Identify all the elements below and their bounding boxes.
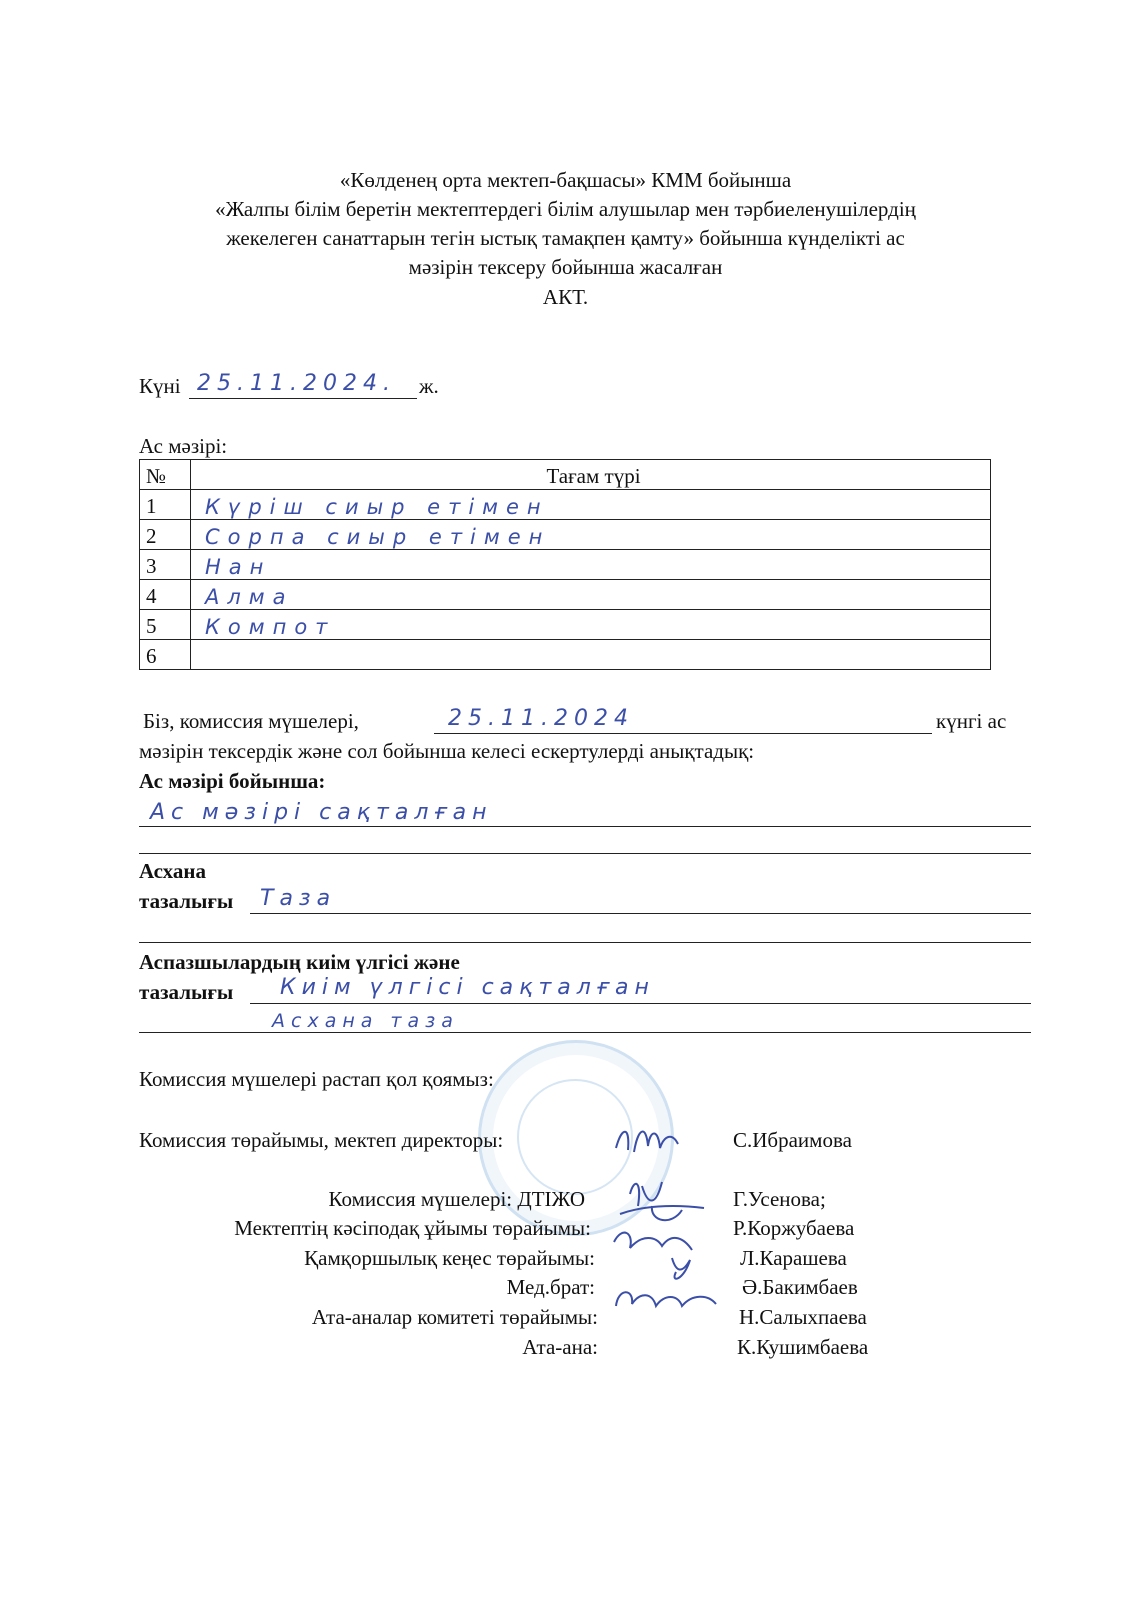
cooks-line-2: [139, 1032, 1031, 1033]
chair-signature: [612, 1118, 684, 1162]
member-name: Р.Коржубаева: [733, 1216, 855, 1240]
row-number: 4: [140, 580, 191, 610]
kitchen-line-1: [250, 913, 1031, 914]
member-name: Ә.Бакимбаев: [742, 1275, 858, 1299]
statement-part-2: күнгі ас: [936, 709, 1007, 733]
signatures-intro: Комиссия мүшелері растап қол қоямыз:: [139, 1067, 494, 1091]
row-number: 2: [140, 520, 191, 550]
statement-part-1: Біз, комиссия мүшелері,: [143, 709, 359, 733]
row-number: 3: [140, 550, 191, 580]
statement-line-2: мәзірін тексердік және сол бойынша келесі ескертулерді анықтадық:: [139, 739, 755, 763]
statement-date-value: 25.11.2024: [448, 706, 634, 731]
chair-name: С.Ибраимова: [733, 1128, 852, 1152]
header-line-4: мәзірін тексеру бойынша жасалған: [408, 255, 723, 279]
member-role: Ата-ана:: [522, 1335, 598, 1359]
menu-findings-line-1: [139, 826, 1031, 827]
dish-name: Сорпа сиыр етімен: [191, 520, 991, 550]
member-name: К.Кушимбаева: [737, 1335, 869, 1359]
dish-name: Компот: [191, 610, 991, 640]
menu-table-header: [140, 460, 991, 490]
date-label: Күні: [139, 374, 181, 398]
cooks-value-2: Асхана таза: [272, 1010, 459, 1032]
col-dish-header: Тағам түрі: [191, 460, 991, 490]
member-role: Ата-аналар комитеті төрайымы:: [311, 1305, 598, 1329]
member-name: Г.Усенова;: [733, 1187, 826, 1211]
cooks-label: тазалығы: [139, 980, 234, 1004]
col-number-header: №: [140, 460, 191, 490]
header-line-1: «Көлденең орта мектеп-бақшасы» КММ бойынша: [339, 168, 792, 192]
date-value: 25.11.2024.: [197, 371, 396, 396]
header-line-2: «Жалпы білім беретін мектептердегі білім алушылар мен тәрбиеленушілердің: [215, 197, 916, 221]
member-name: Н.Салыхпаева: [739, 1305, 867, 1329]
date-suffix: ж.: [419, 374, 439, 398]
menu-table: [139, 459, 991, 670]
kitchen-line-2: [139, 942, 1031, 943]
dish-name: Алма: [191, 580, 991, 610]
dish-name: Күріш сиыр етімен: [191, 490, 991, 520]
header-line-3: жекелеген санаттарын тегін ыстық тамақпен қамту» бойынша күнделікті ас: [226, 226, 905, 250]
row-number: 5: [140, 610, 191, 640]
table-row: [140, 610, 991, 640]
menu-findings-value: Ас мәзірі сақталған: [150, 800, 493, 825]
menu-findings-line-2: [139, 853, 1031, 854]
statement-date-field: [434, 708, 932, 734]
table-row: [140, 520, 991, 550]
table-row: [140, 640, 991, 670]
member-role: Комиссия мүшелері: ДТІЖО: [328, 1187, 585, 1211]
cooks-heading: Аспазшылардың киім үлгісі және: [139, 950, 460, 974]
row-number: 6: [140, 640, 191, 670]
table-row: [140, 550, 991, 580]
member-role: Қамқоршылық кеңес төрайымы:: [304, 1246, 595, 1270]
table-row: [140, 490, 991, 520]
date-field: [189, 373, 417, 399]
member-role: Мектептің кәсіподақ ұйымы төрайымы:: [234, 1216, 591, 1240]
kitchen-value: Таза: [260, 886, 337, 911]
table-row: [140, 580, 991, 610]
member-signatures: [612, 1176, 722, 1326]
menu-findings-heading: Ас мәзірі бойынша:: [139, 769, 326, 793]
menu-label: Ас мәзірі:: [139, 434, 228, 458]
kitchen-label: тазалығы: [139, 889, 234, 913]
document-title: АКТ.: [542, 285, 589, 309]
chair-role: Комиссия төрайымы, мектеп директоры:: [139, 1128, 504, 1152]
member-role: Мед.брат:: [506, 1275, 595, 1299]
dish-name: [191, 640, 991, 670]
dish-name: Нан: [191, 550, 991, 580]
kitchen-heading: Асхана: [139, 859, 207, 883]
cooks-value: Киім үлгісі сақталған: [280, 975, 655, 1000]
cooks-line-1: [250, 1003, 1031, 1004]
row-number: 1: [140, 490, 191, 520]
member-name: Л.Карашева: [740, 1246, 847, 1270]
